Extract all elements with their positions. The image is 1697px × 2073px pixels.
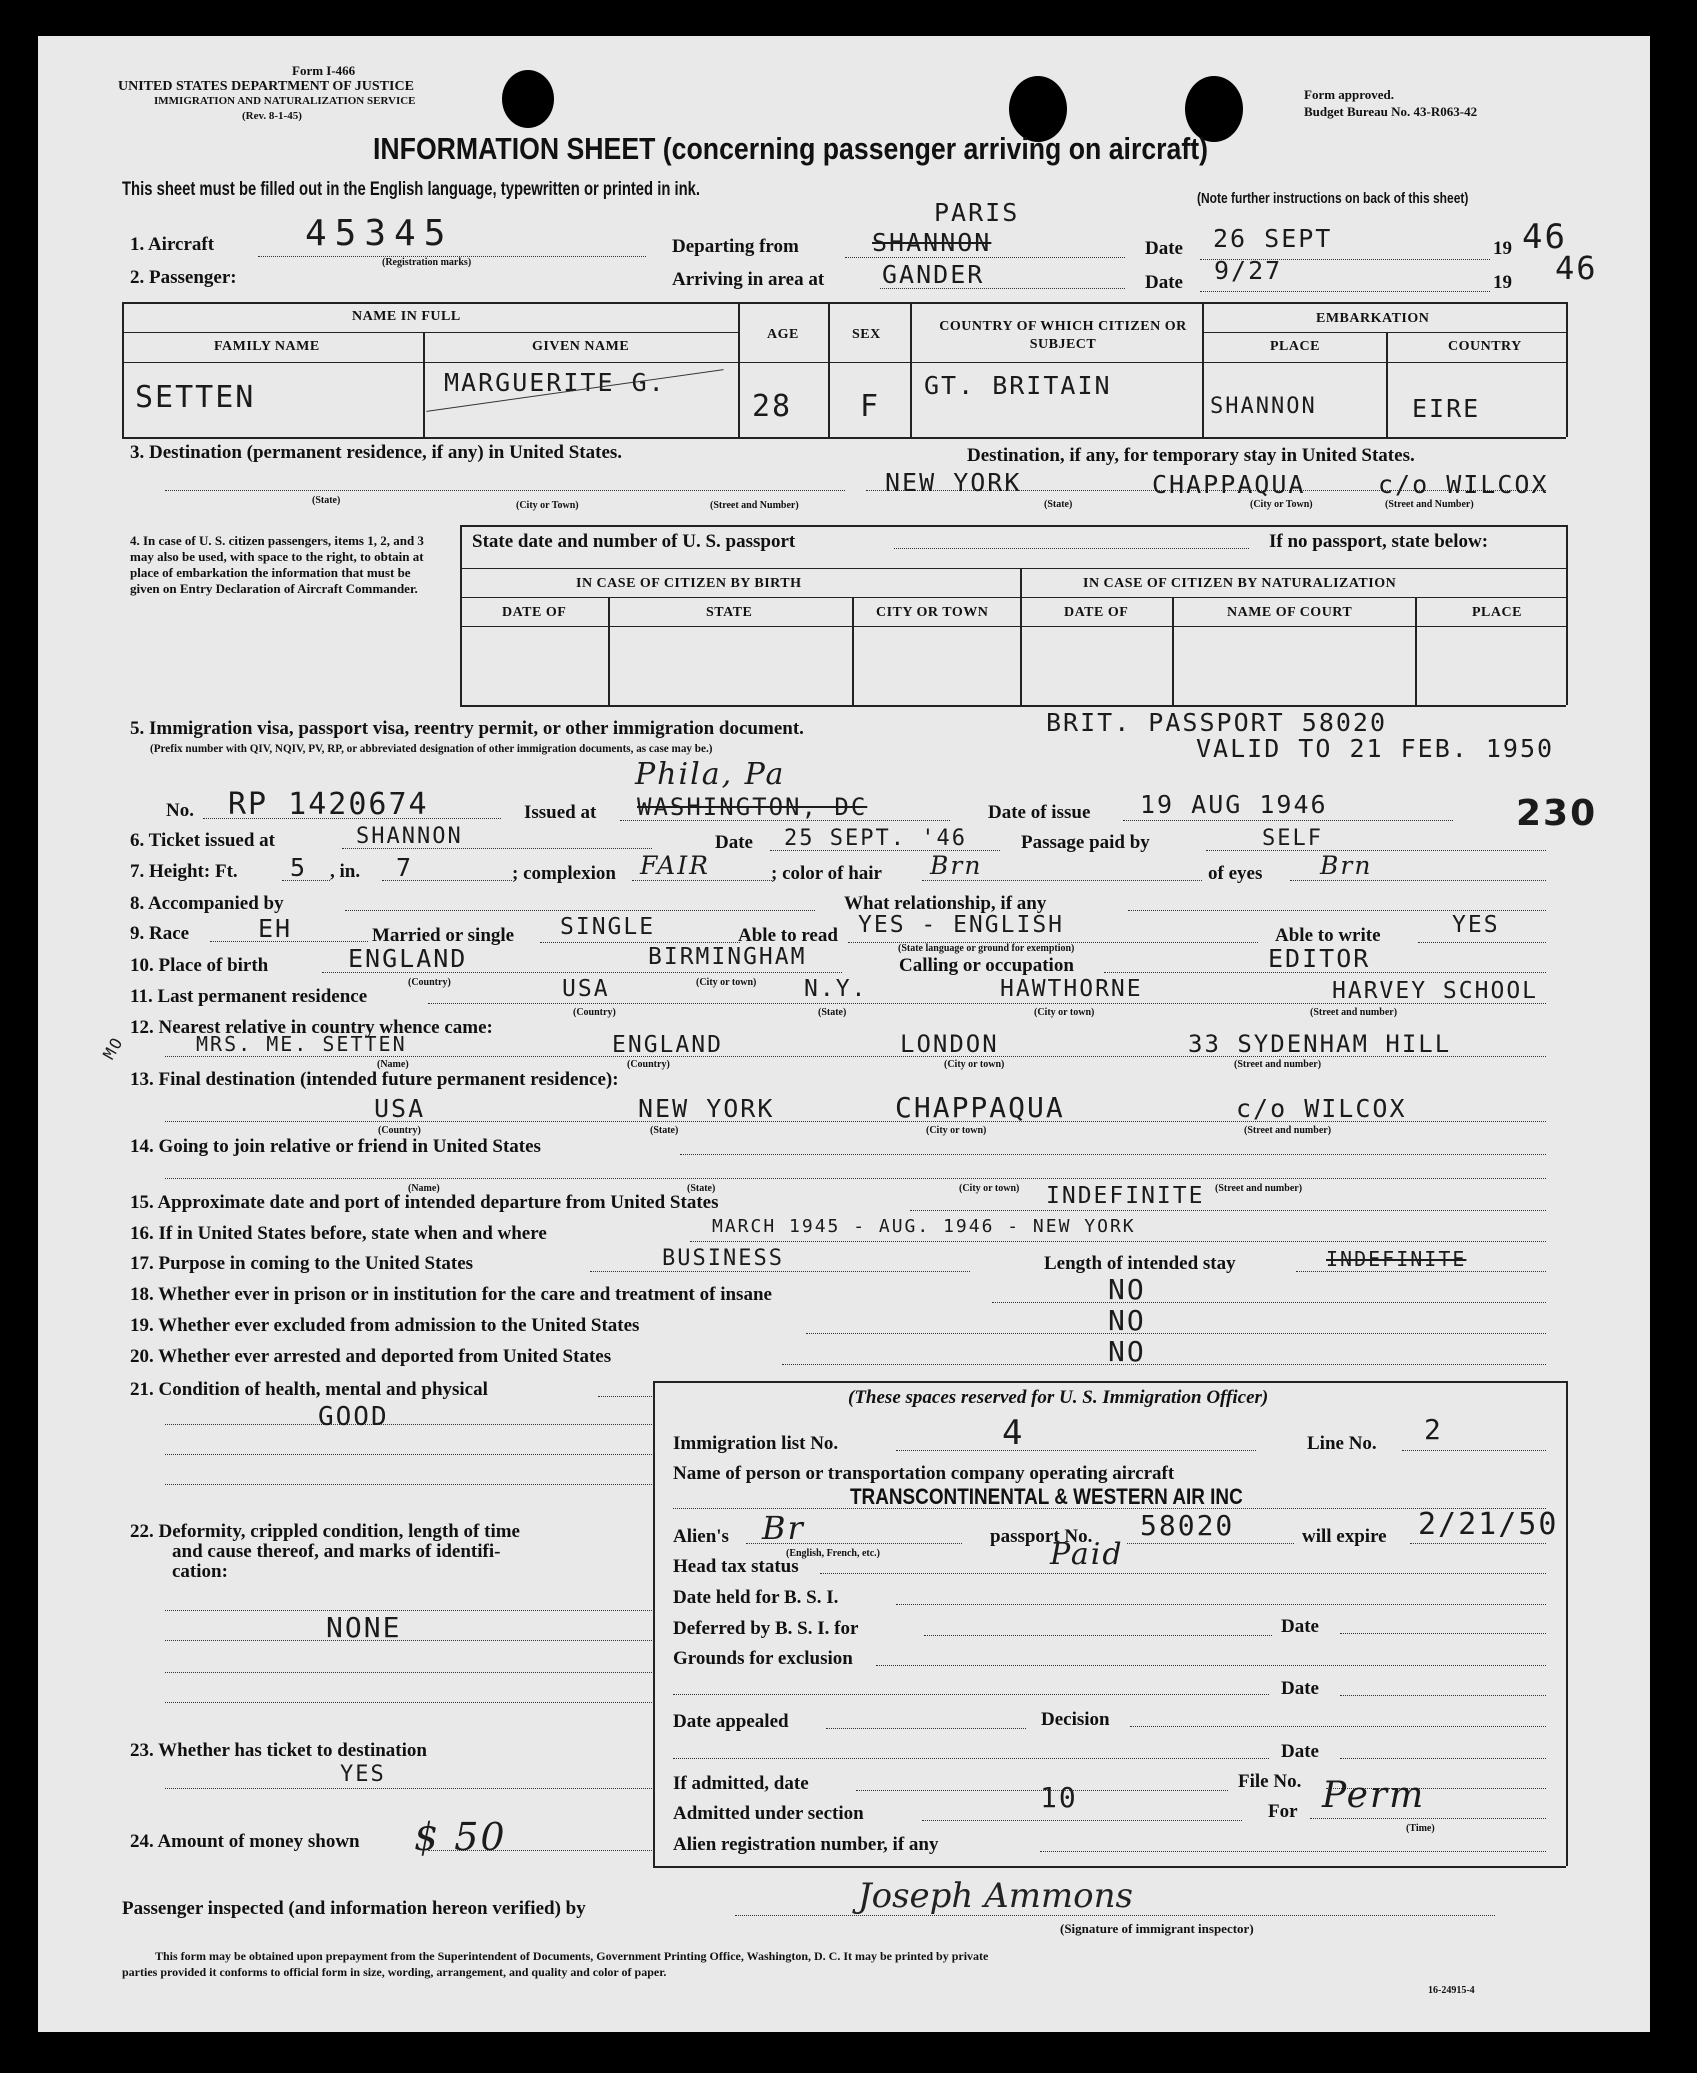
purpose-label: 17. Purpose in coming to the United States <box>130 1253 474 1274</box>
occupation-value: EDITOR <box>1268 944 1371 973</box>
ticket-label: 6. Ticket issued at <box>130 830 275 851</box>
issued-at-value: Phila, Pa <box>635 757 786 792</box>
last-res-city: HAWTHORNE <box>1000 976 1143 1002</box>
form-code: 16-24915-4 <box>1428 1985 1475 1996</box>
final-dest-state: NEW YORK <box>638 1094 775 1123</box>
expire-value: 2/21/50 <box>1418 1507 1559 1542</box>
final-dest-state-sub: (State) <box>650 1125 679 1136</box>
ticket-destination-label: 23. Whether has ticket to destination <box>130 1740 427 1761</box>
accompanied-label: 8. Accompanied by <box>130 893 284 914</box>
final-dest-city-sub: (City or town) <box>926 1125 987 1136</box>
final-dest-street-sub: (Street and number) <box>1244 1125 1332 1136</box>
grounds-date-label: Date <box>1281 1678 1319 1699</box>
occupation-label: Calling or occupation <box>899 955 1074 976</box>
birth-city-sub: (City or town) <box>696 977 757 988</box>
form-number: Form I-466 <box>292 63 356 78</box>
signature-sub: (Signature of immigrant inspector) <box>1060 1921 1254 1936</box>
relative-name: MRS. ME. SETTEN <box>196 1032 407 1056</box>
health-label: 21. Condition of health, mental and physical <box>130 1379 488 1400</box>
embarkation-header: EMBARKATION <box>1316 311 1430 326</box>
race-label: 9. Race <box>130 923 190 944</box>
temp-destination-label: Destination, if any, for temporary stay in United States. <box>967 445 1415 466</box>
final-dest-street: c/o WILCOX <box>1236 1094 1407 1123</box>
departure-label: 15. Approximate date and port of intended departure from United States <box>130 1192 719 1213</box>
join-name-sub: (Name) <box>408 1183 440 1194</box>
alien-sub: (English, French, etc.) <box>786 1548 880 1559</box>
final-dest-country-sub: (Country) <box>378 1125 421 1136</box>
visa-value-2: VALID TO 21 FEB. 1950 <box>1196 734 1555 763</box>
visa-sub: (Prefix number with QIV, NQIV, PV, RP, or abbreviated designation of other immigration documents, as case may be.) <box>150 741 713 755</box>
departing-value: PARIS <box>934 198 1020 227</box>
relative-street-sub: (Street and number) <box>1234 1059 1322 1070</box>
issued-at-struck: WASHINGTON, DC <box>637 793 868 821</box>
col-state: STATE <box>706 605 753 620</box>
write-label: Able to write <box>1275 925 1381 946</box>
date1-label: Date <box>1145 238 1183 259</box>
country-citizen-header: COUNTRY OF WHICH CITIZEN OR SUBJECT <box>939 319 1187 353</box>
excluded-value: NO <box>1108 1304 1146 1337</box>
place-header: PLACE <box>1270 339 1320 354</box>
given-name-value: MARGUERITE G. <box>444 368 666 397</box>
relative-name-sub: (Name) <box>377 1059 409 1070</box>
hair-label: ; color of hair <box>771 863 882 884</box>
col-place: PLACE <box>1472 605 1522 620</box>
final-dest-city: CHAPPAQUA <box>895 1091 1065 1124</box>
company-label: Name of person or transportation company operating aircraft <box>673 1463 1175 1484</box>
for-label: For <box>1268 1801 1298 1822</box>
aircraft-label: 1. Aircraft <box>130 234 215 255</box>
no-passport-label: If no passport, state below: <box>1269 531 1489 552</box>
page-title: INFORMATION SHEET (concerning passenger arriving on aircraft) <box>373 131 1208 166</box>
embark-place-value: SHANNON <box>1210 394 1317 419</box>
country-header: COUNTRY <box>1448 339 1522 354</box>
citizen-country-value: GT. BRITAIN <box>924 371 1112 400</box>
embark-country-value: EIRE <box>1412 394 1481 423</box>
passage-paid-label: Passage paid by <box>1021 832 1150 853</box>
prison-value: NO <box>1108 1273 1146 1306</box>
year1-value: 46 <box>1522 217 1567 257</box>
read-value: YES - ENGLISH <box>858 912 1065 938</box>
inspected-label: Passenger inspected (and information hereon verified) by <box>122 1898 586 1919</box>
prior-visit-label: 16. If in United States before, state when and where <box>130 1223 547 1244</box>
family-name-value: SETTEN <box>135 380 256 415</box>
relative-city: LONDON <box>900 1030 999 1058</box>
prison-label: 18. Whether ever in prison or in institution for the care and treatment of insane <box>130 1284 772 1305</box>
visa-label: 5. Immigration visa, passport visa, reentry permit, or other immigration document. <box>130 718 804 739</box>
birthplace-label: 10. Place of birth <box>130 955 269 976</box>
stay-value: INDEFINITE <box>1326 1247 1467 1271</box>
line-no-label: Line No. <box>1307 1433 1377 1454</box>
line-no-value: 2 <box>1424 1413 1443 1446</box>
doc-no-label: No. <box>166 800 194 821</box>
height-in-label: , in. <box>330 861 361 882</box>
col-date-of: DATE OF <box>502 605 567 620</box>
deferred-date-label: Date <box>1281 1616 1319 1637</box>
grounds-label: Grounds for exclusion <box>673 1648 853 1669</box>
temp-street-sub: (Street and Number) <box>1385 499 1474 510</box>
complexion-value: FAIR <box>640 851 710 880</box>
admitted-date-label: If admitted, date <box>673 1773 809 1794</box>
ticket-date-value: 25 SEPT. '46 <box>784 826 967 851</box>
last-res-state: N.Y. <box>804 976 868 1002</box>
arriving-value: GANDER <box>882 260 985 289</box>
fine-print-1: This form may be obtained upon prepayment from the Superintendent of Documents, Government Printing Office, Washington, D. C. It may be printed by private <box>155 1949 989 1963</box>
date-of-issue-label: Date of issue <box>988 802 1091 823</box>
nearest-relative-label: 12. Nearest relative in country whence came: <box>130 1017 493 1038</box>
ticket-date-label: Date <box>715 832 753 853</box>
final-destination-label: 13. Final destination (intended future permanent residence): <box>130 1069 619 1090</box>
date-of-issue-value: 19 AUG 1946 <box>1140 790 1328 819</box>
excluded-label: 19. Whether ever excluded from admission to the United States <box>130 1315 640 1336</box>
given-name-header: GIVEN NAME <box>532 339 630 354</box>
height-ft-value: 5 <box>290 853 308 882</box>
appealed-label: Date appealed <box>673 1711 789 1732</box>
form-approved: Form approved. <box>1304 87 1395 102</box>
temp-state-value: NEW YORK <box>885 468 1022 497</box>
aircraft-value: 45345 <box>305 213 454 254</box>
us-citizen-note: 4. In case of U. S. citizen passengers, items 1, 2, and 3 may also be used, with space to the right, to obtain at place of embarkation the information that must be given on Entry Declaration of Aircraft Commander. <box>130 533 424 596</box>
bsi-label: Date held for B. S. I. <box>673 1587 839 1608</box>
registration-number-label: Alien registration number, if any <box>673 1834 939 1855</box>
section-label: Admitted under section <box>673 1803 864 1824</box>
relative-mark: MO <box>99 1032 128 1063</box>
decision-label: Decision <box>1041 1709 1110 1730</box>
birth-country-sub: (Country) <box>408 977 451 988</box>
relationship-label: What relationship, if any <box>844 893 1047 914</box>
immigration-list-label: Immigration list No. <box>673 1433 839 1454</box>
last-res-country-sub: (Country) <box>573 1007 616 1018</box>
health-value: GOOD <box>318 1402 389 1432</box>
col-date-of-2: DATE OF <box>1064 605 1129 620</box>
stamp-number: 230 <box>1516 793 1598 834</box>
time-sub: (Time) <box>1406 1823 1435 1834</box>
sex-value: F <box>860 389 881 424</box>
join-city-sub: (City or town) <box>959 1183 1020 1194</box>
last-res-street-sub: (Street and number) <box>1310 1007 1398 1018</box>
department-name: UNITED STATES DEPARTMENT OF JUSTICE <box>118 79 414 94</box>
name-in-full-header: NAME IN FULL <box>352 309 461 324</box>
write-value: YES <box>1452 912 1500 938</box>
ticket-destination-value: YES <box>340 1762 386 1787</box>
alien-value: Br <box>762 1509 805 1547</box>
dest-city-sub: (City or Town) <box>516 500 579 511</box>
relative-country: ENGLAND <box>612 1032 723 1058</box>
arriving-label: Arriving in area at <box>672 269 825 290</box>
deformity-label-3: cation: <box>172 1561 228 1582</box>
age-header: AGE <box>767 327 799 342</box>
expire-label: will expire <box>1302 1526 1387 1547</box>
prior-visit-value: MARCH 1945 - AUG. 1946 - NEW YORK <box>712 1216 1136 1237</box>
read-label: Able to read <box>738 925 838 946</box>
money-value: $ 50 <box>414 1815 507 1859</box>
date2-value: 9/27 <box>1214 256 1283 285</box>
passport-label: State date and number of U. S. passport <box>472 531 796 552</box>
relative-street: 33 SYDENHAM HILL <box>1188 1030 1452 1058</box>
punch-hole <box>502 70 554 128</box>
complexion-label: ; complexion <box>512 863 616 884</box>
height-in-value: 7 <box>396 853 414 882</box>
last-residence-label: 11. Last permanent residence <box>130 986 368 1007</box>
destination-label: 3. Destination (permanent residence, if any) in United States. <box>130 442 623 463</box>
relative-city-sub: (City or town) <box>944 1059 1005 1070</box>
age-value: 28 <box>752 389 793 424</box>
issued-at-label: Issued at <box>524 802 597 823</box>
birth-country-value: ENGLAND <box>348 944 468 973</box>
revision: (Rev. 8-1-45) <box>242 110 302 122</box>
officer-passport-label: passport No. <box>990 1526 1093 1547</box>
join-relative-label: 14. Going to join relative or friend in United States <box>130 1136 541 1157</box>
deported-value: NO <box>1108 1335 1146 1368</box>
deported-label: 20. Whether ever arrested and deported from United States <box>130 1346 612 1367</box>
eyes-label: of eyes <box>1208 863 1263 884</box>
last-res-state-sub: (State) <box>818 1007 847 1018</box>
passage-paid-value: SELF <box>1262 826 1323 851</box>
col-city: CITY OR TOWN <box>876 605 989 620</box>
decision-date-label: Date <box>1281 1741 1319 1762</box>
company-value: TRANSCONTINENTAL & WESTERN AIR INC <box>850 1484 1243 1509</box>
stay-label: Length of intended stay <box>1044 1253 1236 1274</box>
alien-label: Alien's <box>673 1526 729 1547</box>
deformity-label-1: 22. Deformity, crippled condition, length of time <box>130 1521 520 1542</box>
date1-value: 26 SEPT <box>1213 224 1333 253</box>
temp-city-value: CHAPPAQUA <box>1152 470 1306 499</box>
passenger-label: 2. Passenger: <box>130 267 237 288</box>
ticket-value: SHANNON <box>356 824 463 849</box>
year2-prefix: 19 <box>1493 272 1512 293</box>
col-court: NAME OF COURT <box>1227 605 1353 620</box>
eyes-value: Brn <box>1320 851 1373 880</box>
departing-struck: SHANNON <box>872 228 992 257</box>
join-state-sub: (State) <box>687 1183 716 1194</box>
last-res-street: HARVEY SCHOOL <box>1332 978 1539 1004</box>
service-name: IMMIGRATION AND NATURALIZATION SERVICE <box>154 95 416 107</box>
join-street-sub: (Street and number) <box>1215 1183 1303 1194</box>
last-res-country: USA <box>562 976 610 1002</box>
birth-city-value: BIRMINGHAM <box>648 944 807 970</box>
purpose-value: BUSINESS <box>662 1246 784 1271</box>
officer-passport-value: 58020 <box>1140 1509 1235 1542</box>
hair-value: Brn <box>930 851 983 880</box>
file-no-label: File No. <box>1238 1771 1302 1792</box>
last-res-city-sub: (City or town) <box>1034 1007 1095 1018</box>
temp-street-value: c/o WILCOX <box>1378 470 1549 499</box>
head-tax-value: Paid <box>1050 1537 1124 1572</box>
married-value: SINGLE <box>560 914 656 940</box>
departure-value: INDEFINITE <box>1046 1183 1205 1209</box>
temp-city-sub: (City or Town) <box>1250 499 1313 510</box>
family-name-header: FAMILY NAME <box>214 339 320 354</box>
deferred-label: Deferred by B. S. I. for <box>673 1618 859 1639</box>
doc-no-value: RP 1420674 <box>228 787 429 822</box>
date2-label: Date <box>1145 272 1183 293</box>
citizen-nat-header: IN CASE OF CITIZEN BY NATURALIZATION <box>1083 576 1397 591</box>
height-label: 7. Height: Ft. <box>130 861 238 882</box>
head-tax-label: Head tax status <box>673 1556 799 1577</box>
visa-value-1: BRIT. PASSPORT 58020 <box>1046 708 1388 737</box>
year2-value: 46 <box>1555 249 1598 287</box>
budget-bureau: Budget Bureau No. 43-R063-42 <box>1304 104 1478 119</box>
registration-sub: (Registration marks) <box>382 257 472 268</box>
departing-label: Departing from <box>672 236 799 257</box>
section-value: 10 <box>1040 1781 1078 1814</box>
fine-print-2: parties provided it conforms to official form in size, wording, arrangement, and quality and color of paper. <box>122 1965 667 1979</box>
deformity-label-2: and cause thereof, and marks of identifi- <box>172 1541 501 1562</box>
year1-prefix: 19 <box>1493 238 1512 259</box>
dest-street-sub: (Street and Number) <box>710 500 799 511</box>
instructions-right: (Note further instructions on back of this sheet) <box>1197 190 1469 207</box>
officer-header: (These spaces reserved for U. S. Immigration Officer) <box>848 1387 1269 1408</box>
married-label: Married or single <box>372 925 515 946</box>
final-dest-country: USA <box>374 1094 426 1123</box>
immigration-list-value: 4 <box>1002 1413 1025 1453</box>
money-label: 24. Amount of money shown <box>130 1831 360 1852</box>
sex-header: SEX <box>852 327 881 342</box>
read-sub: (State language or ground for exemption) <box>898 943 1075 954</box>
race-value: EH <box>258 914 293 943</box>
citizen-birth-header: IN CASE OF CITIZEN BY BIRTH <box>576 576 802 591</box>
instructions-left: This sheet must be filled out in the English language, typewritten or printed in ink. <box>122 179 701 200</box>
deformity-value: NONE <box>326 1611 402 1644</box>
for-value: Perm <box>1322 1775 1426 1816</box>
relative-country-sub: (Country) <box>627 1059 670 1070</box>
dest-state-sub: (State) <box>312 495 341 506</box>
temp-state-sub: (State) <box>1044 499 1073 510</box>
inspector-signature: Joseph Ammons <box>858 1876 1133 1916</box>
